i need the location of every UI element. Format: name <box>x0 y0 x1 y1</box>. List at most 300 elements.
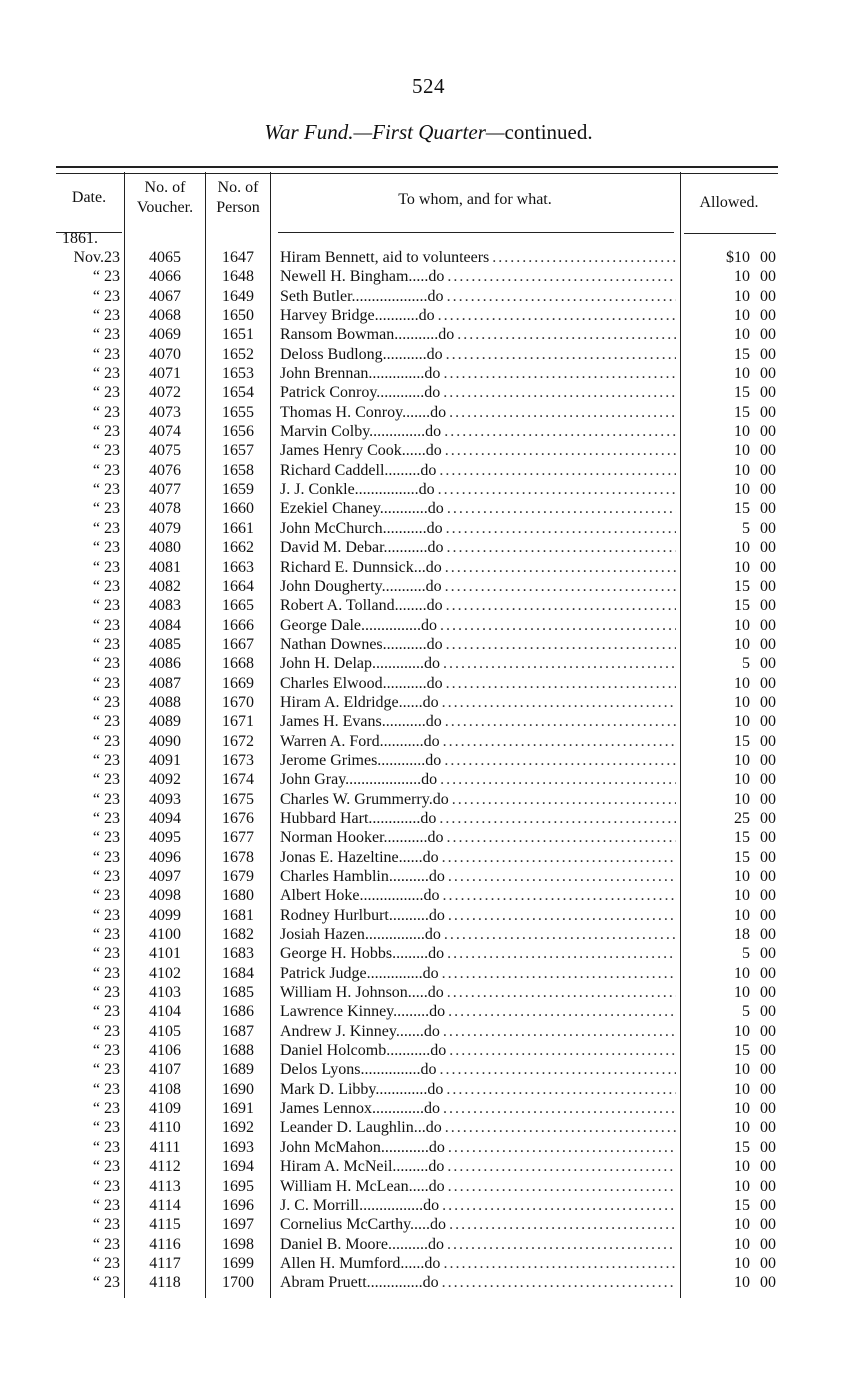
row-amount <box>684 499 776 518</box>
row-amount <box>684 925 776 944</box>
row-amount-cents: 00 <box>760 1177 776 1195</box>
row-amount <box>684 635 776 654</box>
row-date: “ 23 <box>92 403 120 421</box>
row-amount-cents: 00 <box>760 616 776 634</box>
row-description: Robert A. Tolland........do . . . <box>280 596 676 615</box>
row-amount <box>684 770 776 789</box>
table-row <box>56 364 778 383</box>
row-amount <box>684 267 776 286</box>
row-date: “ 23 <box>92 693 120 711</box>
row-amount-cents: 00 <box>760 539 776 557</box>
row-amount <box>684 519 776 538</box>
row-person-number: 1654 <box>222 384 254 402</box>
row-amount-cents: 00 <box>760 693 776 711</box>
row-amount-cents: 00 <box>760 964 776 982</box>
row-voucher-number: 4107 <box>149 1061 181 1079</box>
row-amount-dollars: 15 <box>734 597 750 615</box>
row-voucher-number: 4090 <box>149 732 181 750</box>
table-row <box>56 1215 778 1234</box>
row-person-number: 1682 <box>222 926 254 944</box>
row-person-number: 1658 <box>222 461 254 479</box>
row-amount-dollars: 15 <box>734 732 750 750</box>
row-voucher-number: 4111 <box>149 1138 181 1156</box>
table-row <box>56 1196 778 1215</box>
table-row <box>56 828 778 847</box>
row-amount <box>684 790 776 809</box>
row-amount-dollars: 10 <box>734 868 750 885</box>
row-amount-cents: 00 <box>760 771 776 789</box>
table-row <box>56 1022 778 1041</box>
row-voucher-number: 4102 <box>149 964 181 982</box>
row-date: “ 23 <box>92 655 120 673</box>
row-amount <box>684 983 776 1002</box>
table-row <box>56 345 778 364</box>
row-person-number: 1663 <box>222 558 254 576</box>
row-voucher-number: 4087 <box>149 674 181 692</box>
row-amount-cents: 00 <box>760 1022 776 1040</box>
row-description: Marvin Colby..............do . . . <box>280 422 676 441</box>
row-person-number: 1649 <box>222 287 254 305</box>
row-voucher-number: 4104 <box>149 1003 181 1021</box>
row-amount-cents: 00 <box>760 307 776 325</box>
row-amount-dollars: 10 <box>734 1254 750 1272</box>
row-person-number: 1661 <box>222 519 254 537</box>
table-row <box>56 1273 778 1292</box>
row-description: James Henry Cook......do . . . <box>280 441 676 460</box>
row-amount-dollars: 15 <box>734 848 750 866</box>
header-person-line1: No. of <box>217 179 259 196</box>
row-description: Hiram Bennett, aid to volunteers . . . <box>280 248 676 267</box>
row-date: “ 23 <box>92 384 120 402</box>
row-voucher-number: 4103 <box>149 984 181 1002</box>
table-row <box>56 983 778 1002</box>
row-amount-dollars: 10 <box>734 1080 750 1098</box>
row-voucher-number: 4073 <box>149 403 181 421</box>
row-description: David M. Debar...........do . . . <box>280 538 676 557</box>
row-person-number: 1698 <box>222 1235 254 1253</box>
row-voucher-number: 4077 <box>149 481 181 499</box>
table-row <box>56 422 778 441</box>
row-description: George H. Hobbs.........do . . . <box>280 944 676 963</box>
row-person-number: 1686 <box>222 1003 254 1021</box>
row-person-number: 1657 <box>222 442 254 460</box>
row-person-number: 1672 <box>222 732 254 750</box>
row-amount <box>684 693 776 712</box>
row-voucher-number: 4110 <box>149 1119 181 1137</box>
table-row <box>56 674 778 693</box>
row-person-number: 1696 <box>222 1196 254 1214</box>
row-voucher-number: 4097 <box>149 868 181 885</box>
row-amount <box>684 732 776 751</box>
row-voucher-number: 4066 <box>149 268 181 286</box>
row-person-number: 1690 <box>222 1080 254 1098</box>
row-amount <box>684 538 776 557</box>
row-voucher-number: 4108 <box>149 1080 181 1098</box>
row-amount <box>684 558 776 577</box>
row-date: “ 23 <box>92 500 120 518</box>
row-amount <box>684 248 776 267</box>
row-description: John McMahon............do . . . <box>280 1138 676 1157</box>
row-description: Patrick Judge..............do . . . <box>280 964 676 983</box>
row-person-number: 1694 <box>222 1158 254 1176</box>
row-date: “ 23 <box>92 1235 120 1253</box>
row-amount-cents: 00 <box>760 481 776 499</box>
row-date: “ 23 <box>92 481 120 499</box>
row-amount-cents: 00 <box>760 423 776 441</box>
row-person-number: 1647 <box>222 249 254 266</box>
ledger-table <box>56 166 778 1298</box>
row-amount-cents: 00 <box>760 519 776 537</box>
row-amount-dollars: 10 <box>734 751 750 769</box>
row-date: “ 23 <box>92 1138 120 1156</box>
row-description: Daniel Holcomb...........do . . . <box>280 1041 676 1060</box>
row-person-number: 1685 <box>222 984 254 1002</box>
table-row <box>56 577 778 596</box>
row-amount-dollars: 15 <box>734 577 750 595</box>
row-person-number: 1691 <box>222 1100 254 1118</box>
row-amount <box>684 1273 776 1292</box>
row-amount-cents: 00 <box>760 268 776 286</box>
row-description: Hiram A. Eldridge......do . . . <box>280 693 676 712</box>
table-row <box>56 558 778 577</box>
row-amount <box>684 1177 776 1196</box>
row-description: John H. Delap.............do . . . <box>280 654 676 673</box>
row-amount-cents: 00 <box>760 713 776 731</box>
table-row <box>56 383 778 402</box>
row-amount-cents: 00 <box>760 926 776 944</box>
row-description: Ezekiel Chaney............do . . . <box>280 499 676 518</box>
row-voucher-number: 4080 <box>149 539 181 557</box>
table-row <box>56 267 778 286</box>
row-description: Hiram A. McNeil.........do . . . <box>280 1157 676 1176</box>
row-date: “ 23 <box>92 771 120 789</box>
row-date: “ 23 <box>92 268 120 286</box>
row-amount <box>684 577 776 596</box>
year-label: 1861. <box>62 230 98 247</box>
table-row <box>56 1235 778 1254</box>
row-amount-dollars: 10 <box>734 442 750 460</box>
row-amount-dollars: 15 <box>734 384 750 402</box>
row-description: James H. Evans...........do . . . <box>280 712 676 731</box>
row-description: Lawrence Kinney.........do . . . <box>280 1002 676 1021</box>
table-row <box>56 925 778 944</box>
row-amount <box>684 1002 776 1021</box>
row-amount-cents: 00 <box>760 674 776 692</box>
row-voucher-number: 4068 <box>149 307 181 325</box>
row-amount-cents: 00 <box>760 326 776 344</box>
row-amount-cents: 00 <box>760 1080 776 1098</box>
row-amount-cents: 00 <box>760 1119 776 1137</box>
row-person-number: 1683 <box>222 945 254 963</box>
row-person-number: 1677 <box>222 829 254 847</box>
ledger-rows <box>56 248 778 1293</box>
row-person-number: 1668 <box>222 655 254 673</box>
row-amount-cents: 00 <box>760 868 776 885</box>
row-amount-cents: 00 <box>760 1235 776 1253</box>
row-amount-dollars: 10 <box>734 1119 750 1137</box>
table-row <box>56 1254 778 1273</box>
table-row <box>56 1138 778 1157</box>
row-voucher-number: 4082 <box>149 577 181 595</box>
row-date: “ 23 <box>92 307 120 325</box>
row-person-number: 1693 <box>222 1138 254 1156</box>
row-amount <box>684 1022 776 1041</box>
row-date: “ 23 <box>92 365 120 383</box>
row-description: Andrew J. Kinney.......do . . . <box>280 1022 676 1041</box>
row-voucher-number: 4075 <box>149 442 181 460</box>
row-amount <box>684 886 776 905</box>
row-amount <box>684 867 776 886</box>
row-description: Patrick Conroy............do . . . <box>280 383 676 402</box>
row-amount <box>684 364 776 383</box>
row-amount-dollars: 10 <box>734 1177 750 1195</box>
row-voucher-number: 4085 <box>149 635 181 653</box>
row-voucher-number: 4088 <box>149 693 181 711</box>
row-person-number: 1671 <box>222 713 254 731</box>
row-amount-dollars: 10 <box>734 307 750 325</box>
row-voucher-number: 4070 <box>149 345 181 363</box>
row-amount-cents: 00 <box>760 287 776 305</box>
row-voucher-number: 4100 <box>149 926 181 944</box>
row-amount <box>684 1138 776 1157</box>
row-amount-dollars: 25 <box>734 809 750 827</box>
row-person-number: 1676 <box>222 809 254 827</box>
row-amount-dollars: 10 <box>734 1158 750 1176</box>
row-amount <box>684 1099 776 1118</box>
row-amount-dollars: 10 <box>734 423 750 441</box>
row-amount-dollars: 10 <box>734 790 750 808</box>
row-person-number: 1650 <box>222 307 254 325</box>
row-description: Charles Elwood...........do . . . <box>280 674 676 693</box>
row-voucher-number: 4071 <box>149 365 181 383</box>
row-amount-cents: 00 <box>760 906 776 924</box>
row-voucher-number: 4074 <box>149 423 181 441</box>
row-amount-cents: 00 <box>760 1061 776 1079</box>
row-date: “ 23 <box>92 887 120 905</box>
row-person-number: 1667 <box>222 635 254 653</box>
row-description: Cornelius McCarthy.....do . . . <box>280 1215 676 1234</box>
row-person-number: 1665 <box>222 597 254 615</box>
row-amount <box>684 306 776 325</box>
row-description: Leander D. Laughlin...do . . . <box>280 1118 676 1137</box>
row-person-number: 1660 <box>222 500 254 518</box>
table-row <box>56 461 778 480</box>
table-row <box>56 944 778 963</box>
row-description: Seth Butler...................do . . . <box>280 287 676 306</box>
page-number: 524 <box>412 74 445 98</box>
row-amount-cents: 00 <box>760 345 776 363</box>
row-person-number: 1674 <box>222 771 254 789</box>
row-amount-cents: 00 <box>760 249 776 266</box>
row-amount <box>684 1060 776 1079</box>
header-allowed: Allowed. <box>699 194 759 211</box>
header-person <box>205 178 271 218</box>
row-amount-dollars: 5 <box>742 519 750 537</box>
table-row <box>56 770 778 789</box>
row-date: “ 23 <box>92 442 120 460</box>
table-row <box>56 1177 778 1196</box>
table-row <box>56 809 778 828</box>
row-voucher-number: 4095 <box>149 829 181 847</box>
row-date: “ 23 <box>92 868 120 885</box>
row-date: “ 23 <box>92 577 120 595</box>
row-person-number: 1687 <box>222 1022 254 1040</box>
row-amount-cents: 00 <box>760 945 776 963</box>
row-description: Harvey Bridge...........do . . . <box>280 306 676 325</box>
row-date: “ 23 <box>92 829 120 847</box>
row-voucher-number: 4076 <box>149 461 181 479</box>
table-row <box>56 635 778 654</box>
row-voucher-number: 4114 <box>149 1196 181 1214</box>
row-amount-dollars: 15 <box>734 345 750 363</box>
row-description: J. C. Morrill................do . . . <box>280 1196 676 1215</box>
row-amount-dollars: 10 <box>734 713 750 731</box>
row-voucher-number: 4105 <box>149 1022 181 1040</box>
row-date: “ 23 <box>92 906 120 924</box>
row-amount-dollars: 10 <box>734 693 750 711</box>
row-date: “ 23 <box>92 1196 120 1214</box>
row-voucher-number: 4072 <box>149 384 181 402</box>
row-amount <box>684 1235 776 1254</box>
row-person-number: 1695 <box>222 1177 254 1195</box>
table-row <box>56 325 778 344</box>
table-row <box>56 751 778 770</box>
row-voucher-number: 4067 <box>149 287 181 305</box>
row-date: “ 23 <box>92 1100 120 1118</box>
table-row <box>56 248 778 267</box>
table-row <box>56 1002 778 1021</box>
row-date: “ 23 <box>92 1177 120 1195</box>
row-amount <box>684 751 776 770</box>
row-amount-cents: 00 <box>760 1158 776 1176</box>
table-row <box>56 867 778 886</box>
row-amount-cents: 00 <box>760 1216 776 1234</box>
row-person-number: 1684 <box>222 964 254 982</box>
row-person-number: 1662 <box>222 539 254 557</box>
title-italic: War Fund.—First Quarter— <box>264 120 505 144</box>
row-person-number: 1678 <box>222 848 254 866</box>
row-amount-cents: 00 <box>760 732 776 750</box>
header-rule <box>278 232 674 233</box>
row-amount <box>684 1215 776 1234</box>
table-row <box>56 499 778 518</box>
row-amount <box>684 383 776 402</box>
row-amount <box>684 480 776 499</box>
table-row <box>56 287 778 306</box>
row-amount-dollars: 10 <box>734 461 750 479</box>
row-date: “ 23 <box>92 713 120 731</box>
row-amount-dollars: 5 <box>742 1003 750 1021</box>
row-voucher-number: 4098 <box>149 887 181 905</box>
row-voucher-number: 4093 <box>149 790 181 808</box>
row-amount <box>684 654 776 673</box>
row-amount-cents: 00 <box>760 558 776 576</box>
row-description: Jonas E. Hazeltine......do . . . <box>280 848 676 867</box>
row-person-number: 1700 <box>222 1274 254 1292</box>
row-amount-dollars: 5 <box>742 655 750 673</box>
row-amount-dollars: 15 <box>734 829 750 847</box>
row-description: Deloss Budlong...........do . . . <box>280 345 676 364</box>
row-amount-cents: 00 <box>760 442 776 460</box>
row-amount-dollars: 10 <box>734 635 750 653</box>
row-amount <box>684 1157 776 1176</box>
row-description: Hubbard Hart.............do . . . <box>280 809 676 828</box>
row-person-number: 1689 <box>222 1061 254 1079</box>
row-amount-dollars: 10 <box>734 674 750 692</box>
row-date: “ 23 <box>92 326 120 344</box>
row-amount <box>684 712 776 731</box>
row-person-number: 1659 <box>222 481 254 499</box>
table-row <box>56 1157 778 1176</box>
row-description: Charles Hamblin..........do . . . <box>280 867 676 886</box>
row-voucher-number: 4115 <box>149 1216 181 1234</box>
top-rule <box>56 166 778 168</box>
row-person-number: 1681 <box>222 906 254 924</box>
row-amount-dollars: 10 <box>734 906 750 924</box>
row-description: George Dale...............do . . . <box>280 616 676 635</box>
row-date: “ 23 <box>92 1119 120 1137</box>
row-amount-dollars: 10 <box>734 481 750 499</box>
row-voucher-number: 4091 <box>149 751 181 769</box>
row-amount <box>684 441 776 460</box>
table-row <box>56 906 778 925</box>
row-date: “ 23 <box>92 519 120 537</box>
row-date: “ 23 <box>92 809 120 827</box>
row-date: “ 23 <box>92 345 120 363</box>
header-voucher-line1: No. of <box>144 179 186 196</box>
row-date: “ 23 <box>92 1158 120 1176</box>
row-voucher-number: 4109 <box>149 1100 181 1118</box>
row-description: Charles W. Grummerry.do . . . <box>280 790 676 809</box>
row-amount <box>684 422 776 441</box>
row-date: “ 23 <box>92 964 120 982</box>
row-amount-dollars: 10 <box>734 1235 750 1253</box>
row-amount-dollars: 10 <box>734 539 750 557</box>
row-date: “ 23 <box>92 423 120 441</box>
row-amount-dollars: $10 <box>726 249 750 266</box>
row-person-number: 1680 <box>222 887 254 905</box>
row-date: “ 23 <box>92 926 120 944</box>
row-date: “ 23 <box>92 732 120 750</box>
row-voucher-number: 4069 <box>149 326 181 344</box>
row-date: “ 23 <box>92 1061 120 1079</box>
row-person-number: 1656 <box>222 423 254 441</box>
row-amount-cents: 00 <box>760 1003 776 1021</box>
row-description: Rodney Hurlburt..........do . . . <box>280 906 676 925</box>
row-person-number: 1669 <box>222 674 254 692</box>
row-amount-cents: 00 <box>760 751 776 769</box>
row-amount-cents: 00 <box>760 887 776 905</box>
row-voucher-number: 4081 <box>149 558 181 576</box>
row-amount <box>684 1254 776 1273</box>
table-row <box>56 693 778 712</box>
row-description: Norman Hooker...........do . . . <box>280 828 676 847</box>
row-amount-cents: 00 <box>760 1274 776 1292</box>
row-amount-dollars: 10 <box>734 984 750 1002</box>
row-date: “ 23 <box>92 558 120 576</box>
row-voucher-number: 4083 <box>149 597 181 615</box>
row-description: John Gray...................do . . . <box>280 770 676 789</box>
page-title <box>0 120 857 145</box>
row-voucher-number: 4089 <box>149 713 181 731</box>
row-person-number: 1652 <box>222 345 254 363</box>
table-row <box>56 616 778 635</box>
row-amount-dollars: 10 <box>734 887 750 905</box>
row-amount-dollars: 10 <box>734 326 750 344</box>
row-date: “ 23 <box>92 635 120 653</box>
row-description: John Brennan..............do . . . <box>280 364 676 383</box>
row-person-number: 1648 <box>222 268 254 286</box>
